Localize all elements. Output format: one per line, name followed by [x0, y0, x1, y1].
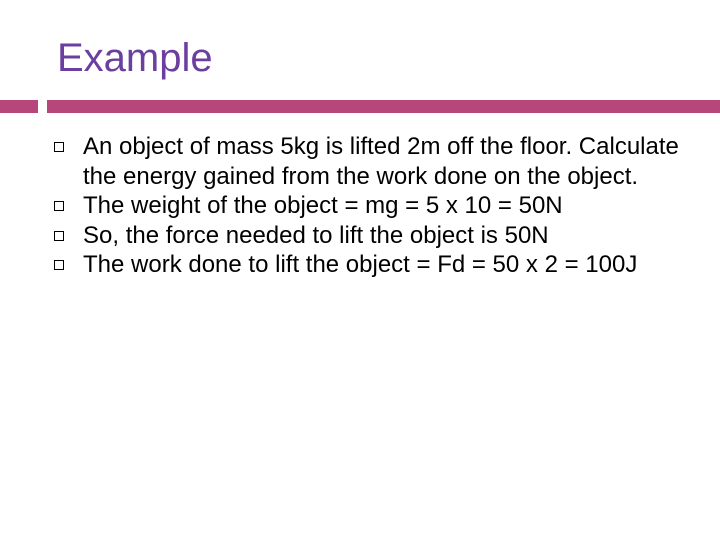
- bullet-text: An object of mass 5kg is lifted 2m off the floor. Calculate the energy gained from the work done on the object.: [83, 133, 679, 190]
- slide-title: Example: [57, 36, 213, 80]
- bullet-item: [54, 250, 694, 280]
- bullet-list: [54, 132, 694, 280]
- bullet-text: The weight of the object = mg = 5 x 10 = 50N: [83, 192, 563, 219]
- hollow-square-bullet-icon: [54, 142, 64, 152]
- bullet-text: So, the force needed to lift the object is 50N: [83, 221, 549, 249]
- bullet-item: [54, 221, 694, 251]
- bullet-text: The work done to lift the object = Fd = 50 x 2 = 100J: [83, 251, 638, 278]
- hollow-square-bullet-icon: [54, 231, 64, 241]
- hollow-square-bullet-icon: [54, 260, 64, 270]
- hollow-square-bullet-icon: [54, 201, 64, 211]
- accent-rule-gap: [38, 100, 47, 113]
- bullet-item: [54, 191, 694, 221]
- bullet-item: [54, 132, 694, 191]
- accent-rule-right: [47, 100, 720, 113]
- accent-rule-left: [0, 100, 38, 113]
